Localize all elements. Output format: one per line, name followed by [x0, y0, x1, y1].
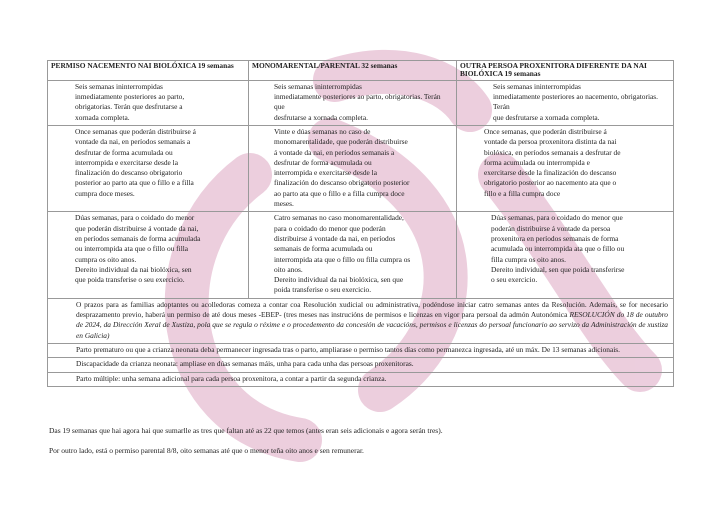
note-parental: Por outro lado, está o permiso parental 8/8, oito semanas até que o menor teña oito anos e sen remunerar.	[49, 446, 364, 455]
cell-multiple: Parto múltiple: unha semana adicional para cada persoa proxenitora, a contar a partir da segunda crianza.	[48, 372, 674, 386]
table-row	[48, 80, 674, 125]
note-semanas: Das 19 semanas que hai agora hai que sumarlle as tres que faltan até as 22 que temos (antes eran seis adicionais e agora serán tres).	[49, 426, 443, 435]
cell-adopcion	[48, 298, 674, 343]
header-outra-persoa: OUTRA PERSOA PROXENITORA DIFERENTE DA NAI BIOLÓXICA 19 semanas	[457, 61, 674, 81]
permisos-table	[47, 60, 674, 387]
header-nai-bioloxica: PERMISO NACEMENTO NAI BIOLÓXICA 19 semanas	[48, 61, 249, 81]
cell-coidado-outra: Dúas semanas, para o coidado do menor que poderán distribuirse á vontade da persoa proxenitora en períodos semanais de forma acumulada ou interrompida ata que o fillo ou filla cumpra os oito anos. Dereito individual, sen que poida transferirse o seu exercicio.	[457, 212, 674, 298]
cell-coidado-nai: Dúas semanas, para o coidado do menor que poderán distribuirse á vontade da nai, en períodos semanais de forma acumulada ou interrompida ata que o fillo ou filla cumpra os oito anos. Dereito individual da nai biolóxica, sen que poida transferise o seu exercicio.	[48, 212, 249, 298]
table-row-multiple	[48, 372, 674, 386]
table-header-row	[48, 61, 674, 81]
adopcion-text: O prazos para as familias adoptantes ou acolledoras comeza a contar coa Resolución xudicial ou administrativa, podéndose iniciar catro semanas antes da Resolución. Ademais, se for necesario desprazamento previo, haberá un permiso de até dous meses -EBEP- (tres meses nas instrucións de permisos e licenzas en vigor para persoal da admón Autonómica	[76, 299, 668, 320]
table-row-discapacidade	[48, 358, 674, 372]
cell-voluntarias-outra: Once semanas, que poderán distribuirse á vontade da persoa proxenitora distinta da nai biolóxica, en períodos semanais a desfrutar de forma acumulada ou interrompida e exercitarse desde la finalización do descanso obrigatorio posterior ao nacemento ata que o fillo e a filla cumpra doce	[457, 126, 674, 212]
adopcion-resolucion: RESOLUCIÓN do 18 de outubro de 2024, da Dirección Xeral de Xustiza, pola que se regula o réxime e o procedemento da concesión de vacacións, permisos e licenzas do persoal funcionario ao servizo da Administración de xustiza en Galicia)	[76, 310, 668, 340]
table-row	[48, 126, 674, 212]
cell-coidado-monomarental: Catro semanas no caso monomarentalidade, para o coidado do menor que poderán distribuirse á vontade da nai, en períodos semanais de forma acumulada ou interrompida ata que o fillo ou filla cumpra os oito anos. Dereito individual da nai biolóxica, sen que poida transferise o seu exercicio.	[249, 212, 457, 298]
cell-obrigatorias-nai: Seis semanas ininterrompidas inmediatamente posteriores ao parto, obrigatorias. Terán que desfrutarse a xornada completa.	[48, 80, 249, 125]
cell-voluntarias-nai: Once semanas que poderán distribuirse á vontade da nai, en períodos semanais a desfrutar de forma acumulada ou interrompida e exercitarse desde la finalización do descanso obrigatorio posterior ao parto ata que o fillo e a filla cumpra doce meses.	[48, 126, 249, 212]
cell-voluntarias-monomarental: Vinte e dúas semanas no caso de monomarentalidade, que poderán distribuirse á vontade da nai, en períodos semanais a desfrutar de forma acumulada ou interrompida e exercitarse desde la finalización do descanso obrigatorio posterior ao parto ata que o fillo e a filla cumpra doce meses.	[249, 126, 457, 212]
cell-obrigatorias-monomarental: Seis semanas ininterrompidas inmediatamente posteriores ao parto, obrigatorias. Terán que desfrutarse a xornada completa.	[249, 80, 457, 125]
permisos-document	[47, 60, 673, 387]
table-row-adopcion	[48, 298, 674, 343]
table-row-prematuro	[48, 343, 674, 357]
header-monomarental: MONOMARENTAL/PARENTAL 32 semanas	[249, 61, 457, 81]
cell-prematuro: Parto prematuro ou que a crianza neonata deba permanecer ingresada tras o parto, ampliarase o permiso tantos días como permanezca ingresada, até un máx. De 13 semanas adicionais.	[48, 343, 674, 357]
cell-discapacidade: Discapacidade da crianza neonata: ampliase en dúas semanas máis, unha para cada unha das persoas proxenitoras.	[48, 358, 674, 372]
table-row	[48, 212, 674, 298]
cell-obrigatorias-outra: Seis semanas ininterrompidas inmediatamente posteriores ao nacemento, obrigatorias. Terán que desfrutarse a xornada completa.	[457, 80, 674, 125]
